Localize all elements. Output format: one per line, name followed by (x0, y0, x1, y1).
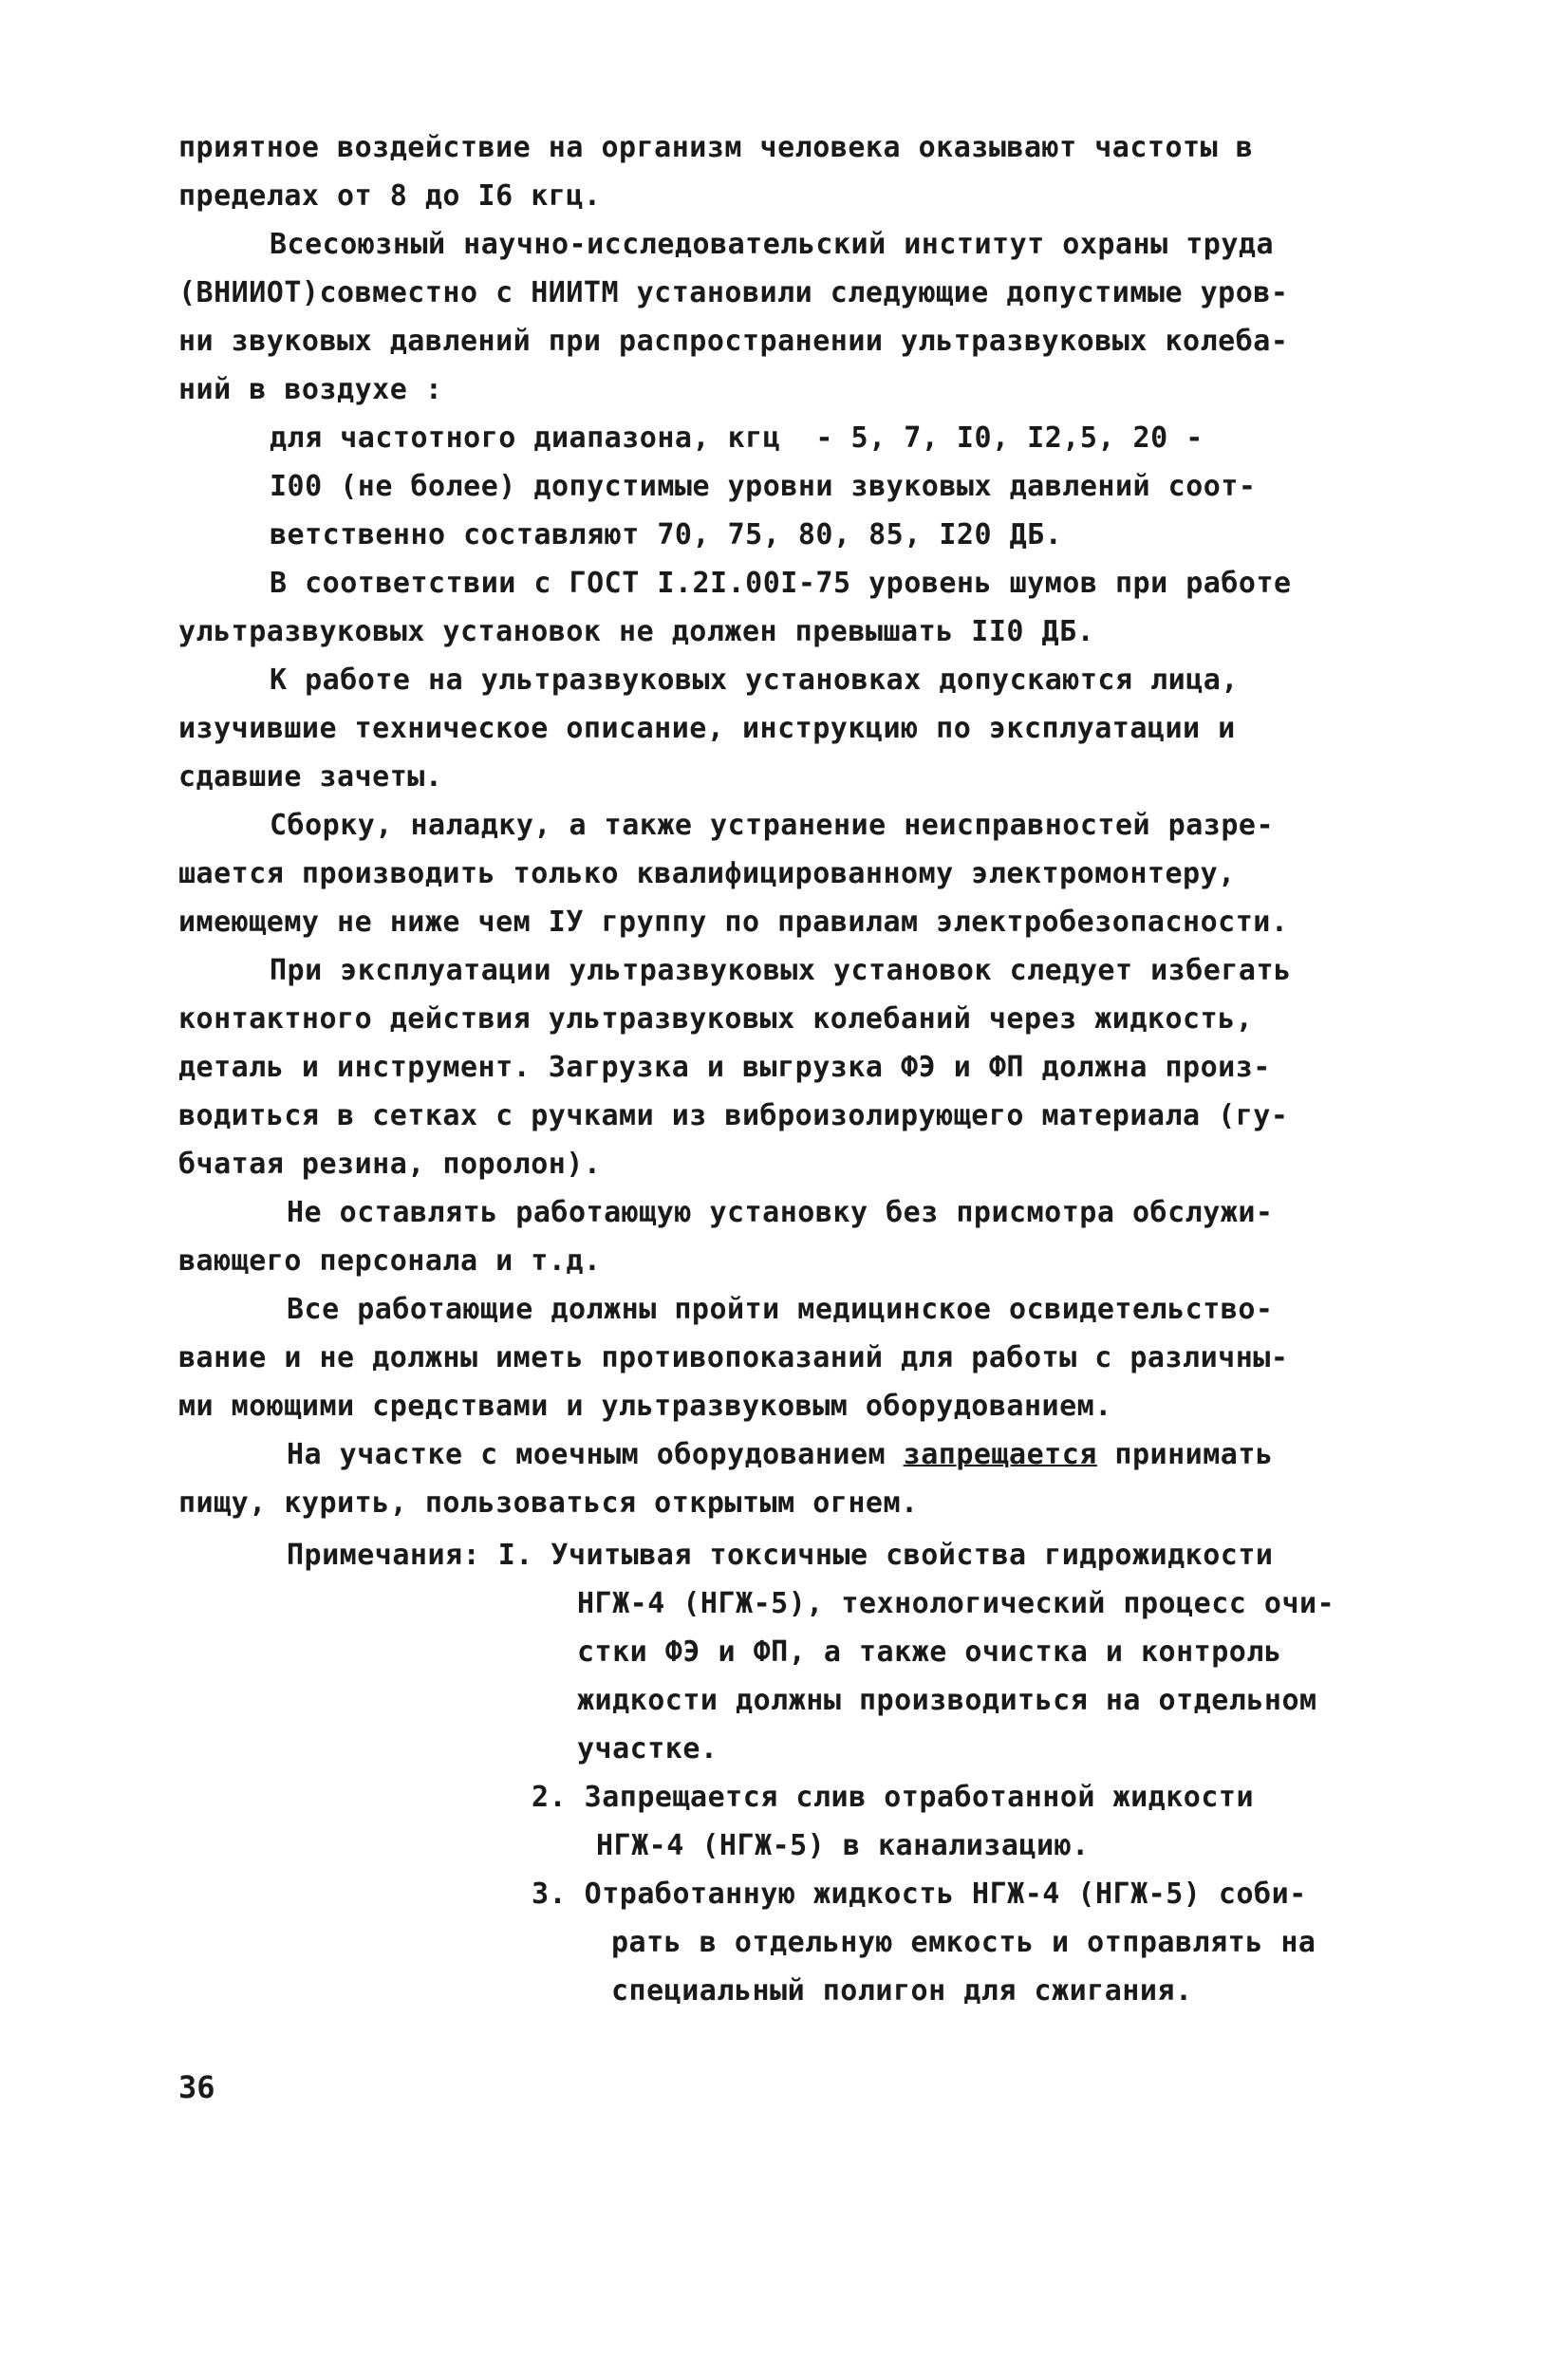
text-line: вающего персонала и т.д. (178, 1244, 602, 1278)
text-line: При эксплуатации ультразвуковых установок следует избегать (270, 954, 1292, 987)
text-line: пищу, курить, пользоваться открытым огнем. (178, 1486, 919, 1520)
text-line: вание и не должны иметь противопоказаний для работы с различны- (178, 1341, 1289, 1374)
text-line: Всесоюзный научно-исследовательский институт охраны труда (270, 228, 1275, 261)
text-line: К работе на ультразвуковых установках допускаются лица, (270, 663, 1239, 697)
text-line: деталь и инструмент. Загрузка и выгрузка ФЭ и ФП должна произ- (178, 1051, 1271, 1084)
text-line: имеющему не ниже чем IУ группу по правилам электробезопасности. (178, 906, 1289, 939)
text-line: пределах от 8 до I6 кгц. (178, 179, 602, 213)
page-number: 36 (178, 2069, 215, 2105)
text-line: Все работающие должны пройти медицинское освидетельство- (287, 1293, 1274, 1326)
note-item: 3. Отработанную жидкость НГЖ-4 (НГЖ-5) соби- (532, 1878, 1307, 1911)
text-line: ультразвуковых установок не должен превышать II0 ДБ. (178, 615, 1095, 648)
text-line: Сборку, наладку, а также устранение неисправностей разре- (270, 809, 1275, 842)
text-line: ми моющими средствами и ультразвуковым оборудованием. (178, 1390, 1112, 1423)
text-line: для частотного диапазона, кгц - 5, 7, I0, I2,5, 20 - (270, 421, 1204, 455)
note-line: НГЖ-4 (НГЖ-5) в канализацию. (596, 1829, 1090, 1862)
text-line: бчатая резина, поролон). (178, 1148, 602, 1181)
note-line: стки ФЭ и ФП, а также очистка и контроль (577, 1635, 1282, 1669)
text-line: сдавшие зачеты. (178, 760, 443, 794)
text-line: ний в воздухе : (178, 373, 443, 406)
note-line: специальный полигон для сжигания. (611, 1974, 1193, 2008)
underlined-word: запрещается (903, 1438, 1097, 1471)
note-line: участке. (577, 1732, 719, 1766)
text-line: шается производить только квалифицированному электромонтеру, (178, 857, 1236, 890)
text-line: изучившие техническое описание, инструкцию по эксплуатации и (178, 712, 1236, 745)
note-line: жидкости должны производиться на отдельном (577, 1684, 1317, 1717)
text-line: ни звуковых давлений при распространении ультразвуковых колеба- (178, 325, 1289, 358)
text-line: (ВНИИОТ)совместно с НИИТМ установили следующие допустимые уров- (178, 276, 1289, 309)
text-line: Не оставлять работающую установку без присмотра обслужи- (287, 1196, 1274, 1229)
text-line (178, 1430, 1393, 1479)
text-fragment: На участке с моечным оборудованием (287, 1438, 904, 1471)
notes-label: Примечания: I. Учитывая токсичные свойства гидрожидкости (287, 1539, 1274, 1572)
text-fragment: принимать (1096, 1438, 1274, 1471)
note-line: НГЖ-4 (НГЖ-5), технологический процесс очи- (577, 1587, 1335, 1620)
text-line: приятное воздействие на организм человека оказывают частоты в (178, 131, 1254, 164)
note-item: 2. Запрещается слив отработанной жидкости (532, 1781, 1255, 1814)
body-text (178, 123, 1393, 2015)
note-line: рать в отдельную емкость и отправлять на (611, 1926, 1316, 1959)
text-line: контактного действия ультразвуковых колебаний через жидкость, (178, 1002, 1254, 1036)
text-line: водиться в сетках с ручками из виброизолирующего материала (гу- (178, 1099, 1289, 1132)
text-line: I00 (не более) допустимые уровни звуковых давлений соот- (270, 470, 1257, 503)
text-line: ветственно составляют 70, 75, 80, 85, I20 ДБ. (270, 518, 1063, 551)
text-line: В соответствии с ГОСТ I.2I.00I-75 уровень шумов при работе (270, 567, 1292, 600)
